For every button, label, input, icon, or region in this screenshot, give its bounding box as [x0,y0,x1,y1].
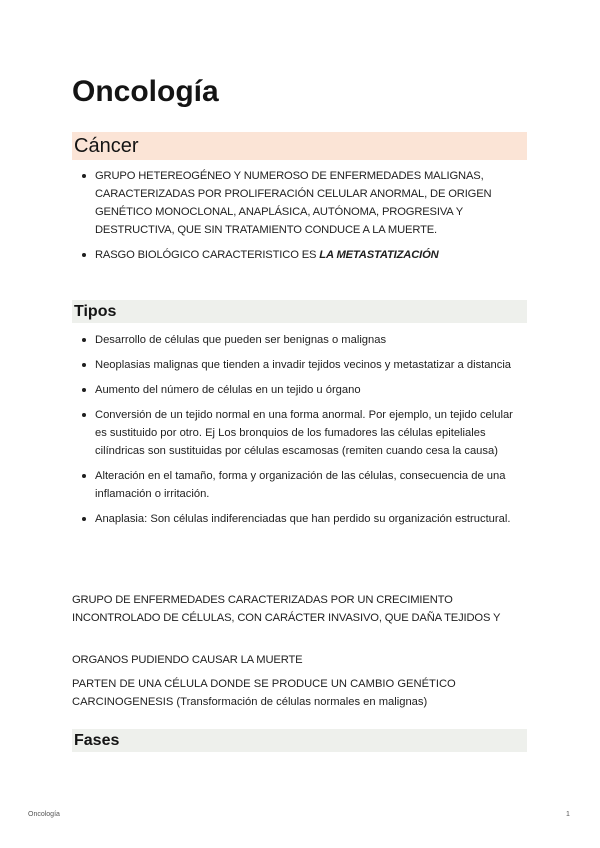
cancer-trait-prefix: RASGO BIOLÓGICO CARACTERISTICO ES [95,249,320,261]
list-item-text: Aumento del número de células en un tejido u órgano [95,384,361,396]
tipos-bullet-list [72,331,527,535]
list-item-text: Desarrollo de células que pueden ser benignas o malignas [95,334,387,346]
paragraph-death: ORGANOS PUDIENDO CAUSAR LA MUERTE [72,654,303,666]
cancer-definition-text: GRUPO HETEREOGÉNEO Y NUMEROSO DE ENFERMEDADES MALIGNAS, CARACTERIZADAS POR PROLIFERACIÓN CELULAR ANORMAL, DE ORIGEN GENÉTICO MONOCLONAL, ANAPLÁSICA, AUTÓNOMA, PROGRESIVA Y DESTRUCTIVA, QUE SIN TRATAMIENTO CONDUCE A LA MUERTE. [95,170,492,236]
list-item [72,381,527,399]
list-item-text: Neoplasias malignas que tienden a invadir tejidos vecinos y metastatizar a distancia [95,359,512,371]
section-heading-fases: Fases [72,729,527,752]
page-title: Oncología [72,75,219,108]
list-item-text: Anaplasia: Son células indiferenciadas que han perdido su organización estructural. [95,513,511,525]
section-heading-tipos: Tipos [72,300,527,323]
list-item [72,331,527,349]
footer-document-title: Oncología [28,811,60,818]
list-item [72,467,527,503]
paragraph-definition: GRUPO DE ENFERMEDADES CARACTERIZADAS POR UN CRECIMIENTO INCONTROLADO DE CÉLULAS, CON CARÁCTER INVASIVO, QUE DAÑA TEJIDOS Y [72,594,501,624]
list-item [72,356,527,374]
list-item [72,167,527,239]
cancer-bullet-list [72,167,527,271]
list-item-text: Conversión de un tejido normal en una forma anormal. Por ejemplo, un tejido celular es sustituido por otro. Ej Los bronquios de los fumadores las células epiteliales cilíndricas son sustituidas por células escamosas (remiten cuando cesa la causa) [95,409,513,457]
list-item [72,246,527,264]
paragraph-carcinogenesis: PARTEN DE UNA CÉLULA DONDE SE PRODUCE UN CAMBIO GENÉTICO CARCINOGENESIS (Transformación de células normales en malignas) [72,678,456,708]
footer-page-number: 1 [566,811,570,818]
cancer-trait-emphasis: LA METASTATIZACIÓN [319,249,439,261]
section-heading-cancer: Cáncer [72,132,527,160]
list-item [72,406,527,460]
list-item-text: Alteración en el tamaño, forma y organización de las células, consecuencia de una inflamación o irritación. [95,470,506,500]
list-item [72,510,527,528]
